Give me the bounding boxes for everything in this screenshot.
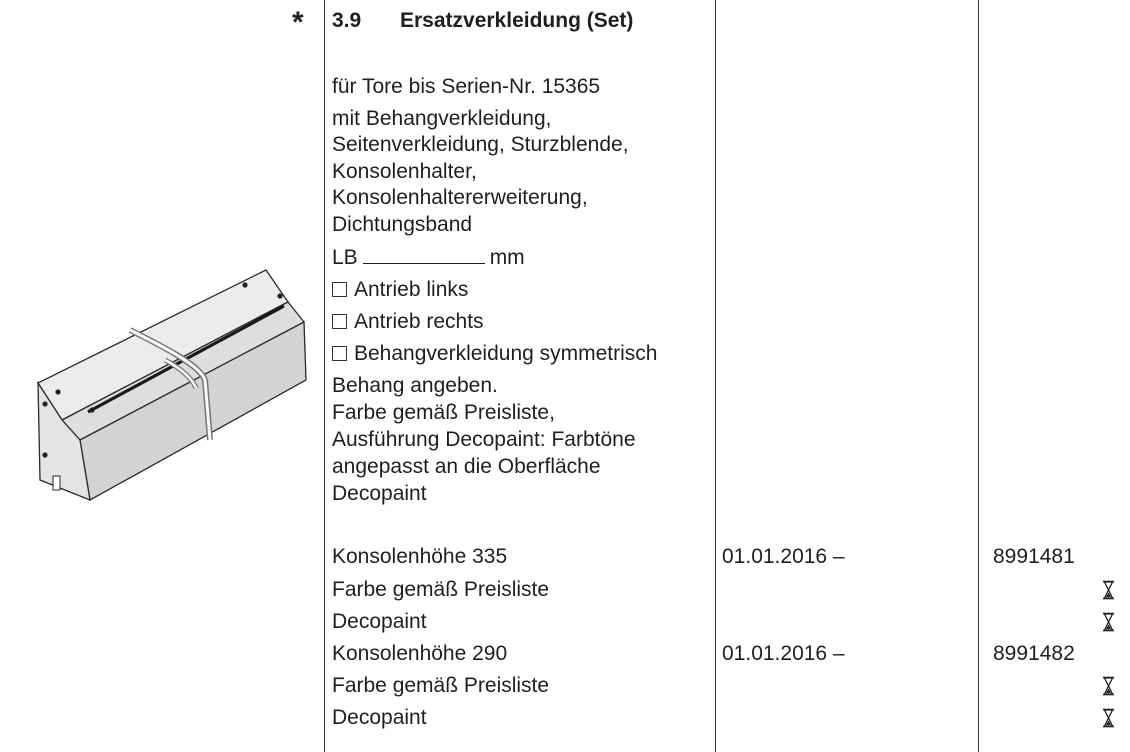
product-illustration bbox=[36, 268, 326, 504]
option-symmetric[interactable] bbox=[332, 341, 657, 367]
hourglass-icon bbox=[1101, 612, 1116, 632]
variant-sub-label: Farbe gemäß Preisliste bbox=[332, 578, 550, 601]
note-line: Decopaint bbox=[332, 482, 427, 505]
option-label: Antrieb links bbox=[354, 278, 469, 301]
hourglass-icon bbox=[1101, 708, 1116, 728]
note-line: Ausführung Decopaint: Farbtöne bbox=[332, 428, 636, 451]
option-label: Behangverkleidung symmetrisch bbox=[354, 342, 658, 365]
column-divider bbox=[978, 0, 979, 752]
section-number: 3.9 bbox=[332, 9, 362, 32]
option-label: Antrieb rechts bbox=[354, 310, 484, 333]
variant-label: Konsolenhöhe 290 bbox=[332, 642, 508, 665]
checkbox-icon[interactable] bbox=[332, 282, 347, 297]
lb-field bbox=[332, 245, 525, 271]
variant-sub-label: Farbe gemäß Preisliste bbox=[332, 674, 550, 697]
hourglass-icon bbox=[1101, 676, 1116, 696]
variant-date: 01.01.2016 – bbox=[722, 642, 845, 665]
lb-unit: mm bbox=[489, 246, 525, 269]
includes-line: Konsolenhaltererweiterung, bbox=[332, 186, 588, 209]
note-line: angepasst an die Oberfläche bbox=[332, 455, 601, 478]
section-title: Ersatzverkleidung (Set) bbox=[400, 9, 634, 32]
note-line: Behang angeben. bbox=[332, 374, 498, 397]
option-drive-right[interactable] bbox=[332, 309, 484, 335]
includes-line: Seitenverkleidung, Sturzblende, bbox=[332, 133, 629, 156]
serial-note: für Tore bis Serien-Nr. 15365 bbox=[332, 75, 601, 98]
includes-line: Konsolenhalter, bbox=[332, 160, 477, 183]
variant-article-number: 8991481 bbox=[993, 545, 1075, 568]
option-drive-left[interactable] bbox=[332, 277, 468, 303]
checkbox-icon[interactable] bbox=[332, 346, 347, 361]
variant-date: 01.01.2016 – bbox=[722, 545, 845, 568]
variant-sub-label: Decopaint bbox=[332, 706, 427, 729]
lb-label: LB bbox=[332, 246, 358, 269]
includes-line: mit Behangverkleidung, bbox=[332, 107, 552, 130]
hourglass-icon bbox=[1101, 580, 1116, 600]
includes-line: Dichtungsband bbox=[332, 213, 473, 236]
checkbox-icon[interactable] bbox=[332, 314, 347, 329]
column-divider bbox=[715, 0, 716, 752]
variant-label: Konsolenhöhe 335 bbox=[332, 545, 508, 568]
variant-sub-label: Decopaint bbox=[332, 610, 427, 633]
variant-article-number: 8991482 bbox=[993, 642, 1075, 665]
note-line: Farbe gemäß Preisliste, bbox=[332, 401, 555, 424]
new-item-marker: * bbox=[292, 6, 304, 39]
lb-blank-line[interactable] bbox=[363, 246, 485, 264]
